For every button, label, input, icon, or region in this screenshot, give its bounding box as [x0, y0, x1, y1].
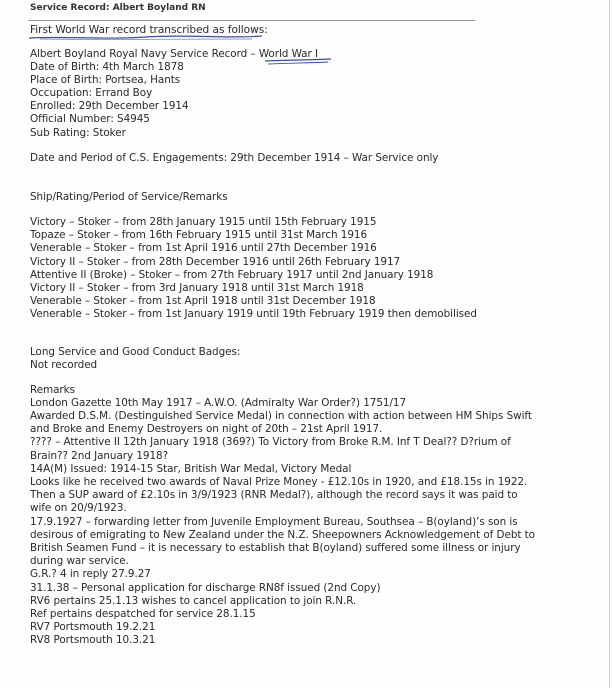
remark-line: Ref pertains despatched for service 28.1.15 [30, 608, 256, 620]
remark-line: desirous of emigrating to New Zealand under the N.Z. Sheepowners Acknowledgement of Debt to [30, 529, 535, 541]
remark-line: London Gazette 10th May 1917 – A.W.O. (Admiralty War Order?) 1751/17 [30, 397, 407, 409]
badges-heading: Long Service and Good Conduct Badges: [30, 346, 241, 358]
remark-line: 17.9.1927 – forwarding letter from Juvenile Employment Bureau, Southsea – B(oyland)’s son is [30, 516, 518, 528]
remark-line: and Broke and Enemy Destroyers on night of 20th – 21st April 1917. [30, 423, 383, 435]
record-heading: Albert Boyland Royal Navy Service Record – World War I [30, 48, 318, 60]
page-edge-line [609, 0, 610, 688]
remark-line: during war service. [30, 555, 129, 567]
service-heading: Ship/Rating/Period of Service/Remarks [30, 191, 228, 203]
remark-line: RV7 Portsmouth 19.2.21 [30, 621, 156, 633]
remark-line: Brain?? 2nd January 1918? [30, 450, 169, 462]
service-entry: Venerable – Stoker – from 1st April 1916 until 27th December 1916 [30, 242, 377, 254]
remark-line: G.R.? 4 in reply 27.9.27 [30, 568, 151, 580]
detail-line: Place of Birth: Portsea, Hants [30, 74, 181, 86]
intro-line: First World War record transcribed as follows: [30, 24, 268, 36]
detail-line: Date of Birth: 4th March 1878 [30, 61, 184, 73]
service-entry: Victory II – Stoker – from 3rd January 1918 until 31st March 1918 [30, 282, 364, 294]
remark-line: Then a SUP award of £2.10s in 3/9/1923 (RNR Medal?), although the record says it was paid to [30, 489, 518, 501]
service-entry: Victory – Stoker – from 28th January 1915 until 15th February 1915 [30, 216, 377, 228]
remark-line: 14A(M) Issued: 1914-15 Star, British War Medal, Victory Medal [30, 463, 352, 475]
remark-line: RV8 Portsmouth 10.3.21 [30, 634, 156, 646]
service-entry: Victory II – Stoker – from 28th December 1916 until 26th February 1917 [30, 256, 401, 268]
engagements-line: Date and Period of C.S. Engagements: 29th December 1914 – War Service only [30, 152, 439, 164]
service-entry: Venerable – Stoker – from 1st January 1919 until 19th February 1919 then demobilised [30, 308, 477, 320]
badges-value: Not recorded [30, 359, 98, 371]
detail-line: Enrolled: 29th December 1914 [30, 100, 189, 112]
remark-line: Awarded D.S.M. (Destinguished Service Medal) in connection with action between HM Ships Swift [30, 410, 532, 422]
remark-line: wife on 20/9/1923. [30, 502, 127, 514]
remark-line: RV6 pertains 25.1.13 wishes to cancel application to join R.N.R. [30, 595, 357, 607]
remark-line: ???? – Attentive II 12th January 1918 (369?) To Victory from Broke R.M. Inf T Deal?? D?rium of [30, 436, 511, 448]
service-entry: Topaze – Stoker – from 16th February 1915 until 31st March 1916 [30, 229, 368, 241]
detail-line: Official Number: S4945 [30, 113, 150, 125]
detail-line: Occupation: Errand Boy [30, 87, 153, 99]
remark-line: 31.1.38 – Personal application for discharge RN8f issued (2nd Copy) [30, 582, 381, 594]
service-entry: Venerable – Stoker – from 1st April 1918 until 31st December 1918 [30, 295, 376, 307]
remark-line: Looks like he received two awards of Naval Prize Money - £12.10s in 1920, and £18.15s in 1922. [30, 476, 528, 488]
service-entry: Attentive II (Broke) – Stoker – from 27th February 1917 until 2nd January 1918 [30, 269, 434, 281]
detail-line: Sub Rating: Stoker [30, 127, 126, 139]
remarks-heading: Remarks [30, 384, 75, 396]
document-title: Service Record: Albert Boyland RN [30, 3, 206, 13]
title-rule [28, 20, 475, 21]
remark-line: British Seamen Fund – it is necessary to establish that B(oyland) suffered some illness or injury [30, 542, 521, 554]
